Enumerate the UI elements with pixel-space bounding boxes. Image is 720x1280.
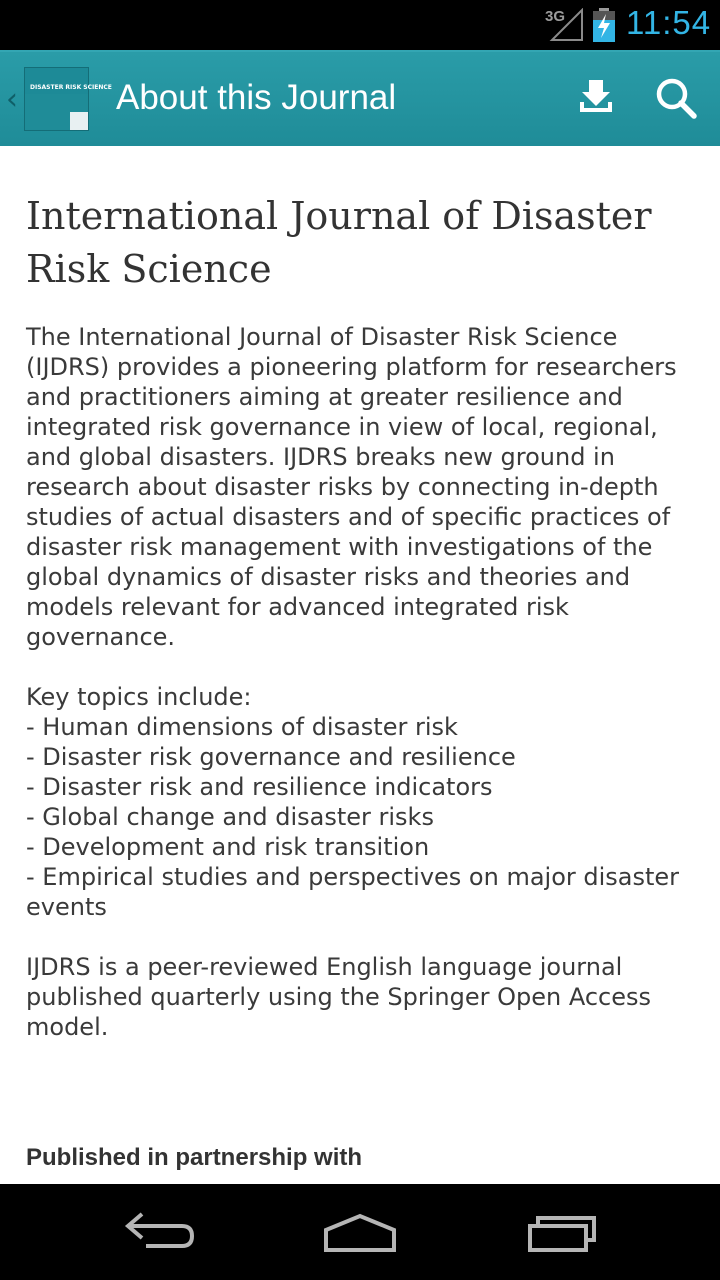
- description-paragraph: The International Journal of Disaster Risk Science (IJDRS) provides a pioneering platform for researchers and practitioners aiming at greater resilience and integrated risk governance in view of local, regional, and global disasters. IJDRS breaks new ground in research about disaster risks by connecting in-depth studies of actual disasters and of specific practices of disaster risk management with investigations of the global dynamics of disaster risks and theories and models relevant for advanced integrated risk governance.: [26, 323, 677, 651]
- back-icon[interactable]: [120, 1204, 200, 1260]
- navigation-bar: [0, 1184, 720, 1280]
- app-logo[interactable]: [24, 67, 112, 131]
- list-item: - Global change and disaster risks: [26, 803, 434, 831]
- page-title: About this Journal: [116, 78, 397, 117]
- topics-list: [26, 712, 694, 922]
- list-item: - Human dimensions of disaster risk: [26, 713, 458, 741]
- journal-title: International Journal of Disaster Risk Science: [26, 194, 652, 291]
- search-icon[interactable]: [652, 74, 700, 122]
- logo-text: DISASTER RISK SCIENCE: [30, 84, 112, 91]
- list-item: - Disaster risk and resilience indicators: [26, 773, 493, 801]
- battery-charging-icon: [592, 8, 616, 42]
- list-item: - Disaster risk governance and resilience: [26, 743, 516, 771]
- home-icon[interactable]: [320, 1204, 400, 1260]
- closing-paragraph: IJDRS is a peer-reviewed English language journal published quarterly using the Springer Open Access model.: [26, 953, 651, 1041]
- network-type: 3G: [545, 8, 566, 25]
- recents-icon[interactable]: [522, 1204, 602, 1260]
- partnership-label: Published in partnership with: [26, 1144, 363, 1171]
- status-bar: [0, 0, 720, 50]
- content-area[interactable]: [0, 146, 720, 1184]
- logo-badge-icon: [70, 112, 88, 130]
- up-caret-icon[interactable]: ‹: [6, 82, 18, 117]
- topics-heading: Key topics include:: [26, 683, 252, 711]
- download-icon[interactable]: [572, 74, 620, 122]
- clock: 11:54: [626, 4, 712, 41]
- list-item: - Empirical studies and perspectives on major disaster events: [26, 863, 680, 921]
- list-item: - Development and risk transition: [26, 833, 430, 861]
- action-bar: [0, 50, 720, 146]
- signal-icon: [544, 8, 584, 42]
